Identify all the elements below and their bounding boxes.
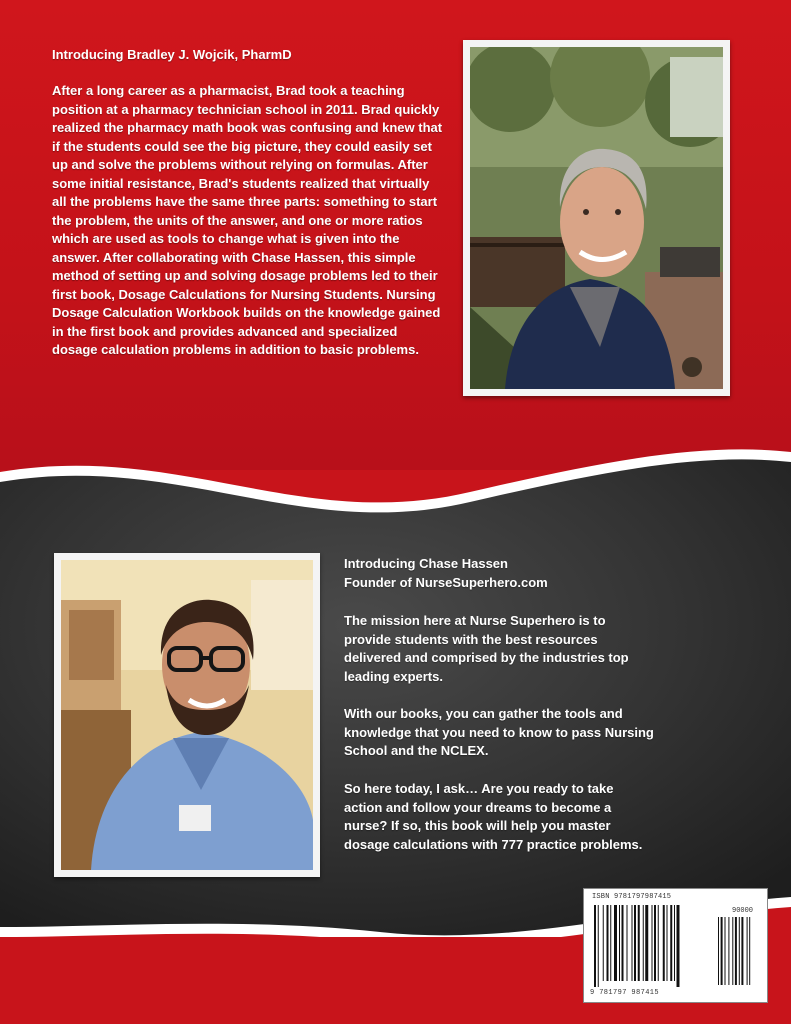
barcode-bar <box>614 905 617 981</box>
barcode-bar <box>674 905 675 981</box>
addon-bar <box>741 917 743 985</box>
barcode-bar <box>634 905 636 981</box>
barcode-bar <box>607 905 609 981</box>
addon-bar <box>718 917 719 985</box>
author2-photo <box>54 553 320 877</box>
addon-bar <box>732 917 733 985</box>
mission-paragraph: The mission here at Nurse Superhero is to provide students with the best resources delivered and comprised by the industries top leading experts. <box>344 613 629 684</box>
isbn-label: ISBN 9781797987415 <box>592 893 672 901</box>
barcode-bar <box>645 905 648 981</box>
author1-photo <box>463 40 730 396</box>
author1-heading: Introducing Bradley J. Wojcik, PharmD <box>52 47 292 62</box>
barcode-bars <box>592 905 760 989</box>
barcode-bar <box>670 905 672 981</box>
price-code-label: 90000 <box>732 907 754 915</box>
barcode-bar <box>663 905 665 981</box>
barcode-bar <box>632 905 633 981</box>
barcode-digits: 9 781797 987415 <box>590 989 660 997</box>
addon-bar <box>739 917 740 985</box>
barcode-bar <box>627 905 628 981</box>
barcode-bar <box>658 905 659 981</box>
barcode-bar <box>677 905 680 987</box>
author1-portrait-image <box>470 47 723 389</box>
barcode-bar <box>603 905 604 981</box>
barcode-bar <box>667 905 668 981</box>
call-to-action-paragraph: So here today, I ask… Are you ready to take action and follow your dreams to become a nurse? If so, this book will help you master dosage calculations with 777 practice problems. <box>344 781 643 852</box>
barcode-bar <box>652 905 653 981</box>
addon-bar <box>747 917 748 985</box>
author1-bio: After a long career as a pharmacist, Brad took a teaching position at a pharmacy technician school in 2011. Brad quickly realized the pharmacy math book was confusing and knew that if the students could see the big picture, they could easily set up and solve the problems without relying on formulas. After some initial resistance, Brad's students realized that virtually all the problems have the same three parts: something to start the problem, the units of the answer, and one or more ratios which are used as tools to change what is given into the answer. After collaborating with Chase Hassen, this simple method of setting up and solving dosage problems led to their first book, Dosage Calculations for Nursing Students. Nursing Dosage Calculation Workbook builds on the knowledge gained in the first book and provides advanced and specialized dosage calculation problems in addition to basic problems. <box>52 83 443 357</box>
barcode-bar <box>610 905 611 981</box>
barcode-bar <box>619 905 620 981</box>
books-paragraph: With our books, you can gather the tools and knowledge that you need to know to pass Nursing School and the NCLEX. <box>344 706 654 758</box>
barcode-bar <box>598 905 599 987</box>
isbn-barcode-box <box>583 888 768 1003</box>
addon-bar <box>728 917 729 985</box>
barcode-bar <box>622 905 624 981</box>
barcode-bar <box>643 905 644 981</box>
addon-bar <box>749 917 750 985</box>
author2-founder-line: Founder of NurseSuperhero.com <box>344 575 548 590</box>
addon-bar <box>725 917 726 985</box>
barcode-bar <box>638 905 640 981</box>
barcode-bar <box>594 905 596 987</box>
author2-portrait-image <box>61 560 313 870</box>
barcode-bar <box>654 905 656 981</box>
addon-bar <box>735 917 737 985</box>
addon-bar <box>721 917 723 985</box>
author2-heading: Introducing Chase Hassen <box>344 556 508 571</box>
